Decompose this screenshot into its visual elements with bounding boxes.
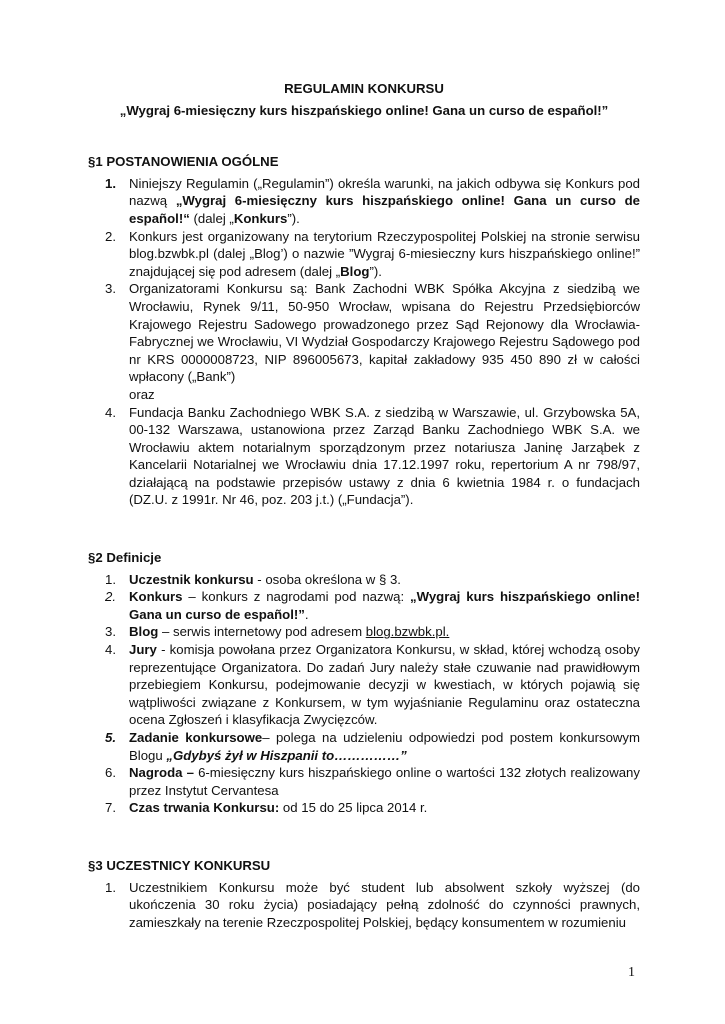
defined-term: Jury	[129, 642, 157, 658]
list-number: 6.	[105, 765, 116, 781]
section-1-heading: §1 POSTANOWIENIA OGÓLNE	[88, 154, 279, 170]
text-segment: ”).	[287, 210, 300, 226]
list-number: 1.	[105, 175, 116, 191]
text-segment: Konkurs jest organizowany na terytorium Rzeczypospolitej Polskiej na stronie serwisu blog.bzwbk.pl (dalej „Blog’) o nazwie ”Wygraj 6-miesieczny kurs hiszpańskiego online!” znajdującej się pod adresem (dalej „	[129, 228, 640, 279]
list-number: 5.	[105, 730, 116, 745]
contest-name: „Wygraj 6-miesięczny kurs hiszpańskiego online! Gana un curso de español!“	[129, 193, 640, 226]
section-2-item-6	[88, 764, 640, 799]
section-1-item-3	[88, 280, 640, 403]
list-number: 4.	[105, 642, 116, 658]
list-number: 1.	[105, 879, 116, 895]
defined-term: Konkurs	[129, 589, 183, 605]
contest-post-title: „Gdybyś żył w Hiszpanii to……………”	[166, 747, 407, 763]
section-2-item-4	[88, 641, 640, 729]
list-number: 2.	[105, 589, 116, 605]
page-number: 1	[628, 965, 635, 980]
section-1-item-2	[88, 228, 640, 281]
section-1-item-4	[88, 404, 640, 510]
section-3-heading: §3 UCZESTNICY KONKURSU	[88, 857, 271, 873]
defined-term: Zadanie konkursowe	[129, 730, 263, 745]
section-1-list	[88, 175, 640, 509]
list-number: 2.	[105, 228, 116, 244]
list-number: 4.	[105, 404, 116, 420]
section-3-item-1	[88, 879, 640, 932]
section-2-item-1	[88, 571, 640, 589]
text-segment: ”).	[369, 263, 382, 279]
text-segment: - osoba określona w § 3.	[253, 571, 401, 587]
section-2-list	[88, 571, 640, 817]
text-segment: – polega na udzieleniu odpowiedzi pod postem konkursowym Blogu	[129, 730, 641, 763]
list-number: 7.	[105, 800, 116, 816]
text-segment: Fundacja Banku Zachodniego WBK S.A. z siedzibą w Warszawie, ul. Grzybowska 5A, 00-132 Warszawa, ustanowiona przez Zarząd Banku Zachodniego WBK S.A. we Wrocławiu aktem notarialnym sporządzonym przez notariusza Janinę Jarząbek z Kancelarii Notarialnej we Wrocławiu dnia 17.12.1997 roku, repertorium A nr 798/97, działającą na podstawie przepisów ustawy z dnia 6 kwietnia 1984 r. o fundacjach (DZ.U. z 1991r. Nr 46, poz. 203 j.t.) („Fundacja”).	[129, 404, 640, 508]
section-2-item-7	[88, 799, 640, 817]
text-segment: oraz	[129, 386, 155, 402]
section-3-list	[88, 879, 640, 932]
list-number: 1.	[105, 571, 116, 587]
contest-name: „Wygraj kurs hiszpańskiego online! Gana un curso de español!”	[129, 589, 640, 622]
defined-term: Blog	[340, 263, 370, 279]
document-subtitle: „Wygraj 6-miesięczny kurs hiszpańskiego online! Gana un curso de español!”	[119, 102, 609, 118]
defined-term: Nagroda –	[129, 765, 194, 781]
document-title: REGULAMIN KONKURSU	[284, 81, 444, 96]
text-segment: - komisja powołana przez Organizatora Konkursu, w skład, której wchodzą osoby reprezentujące Organizatora. Do zadań Jury należy stałe czuwanie nad prawidłowym przebiegiem Konkursu, podejmowanie decyzji w kwestiach, w których pojawią się wątpliwości związane z Konkursem, w tym wyjaśnianie Regulaminu oraz ostateczna ocena Zgłoszeń i klasyfikacja Zwycięzców.	[129, 642, 640, 728]
defined-term: Konkurs	[233, 210, 288, 226]
section-2-item-5	[88, 729, 640, 764]
blog-link[interactable]: blog.bzwbk.pl.	[365, 624, 450, 640]
document-body	[88, 80, 640, 931]
section-1-item-1	[88, 175, 640, 228]
text-segment: Organizatorami Konkursu są: Bank Zachodni WBK Spółka Akcyjna z siedzibą we Wrocławiu, Rynek 9/11, 50-950 Wrocław, wpisana do Rejestru Przedsiębiorców Krajowego Rejestru Sadowego prowadzonego przez Sąd Rejonowy dla Wrocławia-Fabrycznej we Wrocławiu, VI Wydział Gospodarczy Krajowego Rejestru Sądowego pod nr KRS 0000008723, NIP 896005673, kapitał zakładowy 935 450 890 zł w całości wpłacony („Bank”)	[129, 281, 640, 385]
text-segment: (dalej „	[189, 210, 234, 226]
section-2-item-3	[88, 623, 640, 641]
section-2-item-2	[88, 588, 640, 623]
text-segment: Uczestnikiem Konkursu może być student lub absolwent szkoły wyższej (do ukończenia 30 roku życia) posiadający pełną zdolność do czynności prawnych, zamieszkały na terenie Rzeczpospolitej Polskiej, będący konsumentem w rozumieniu	[129, 879, 640, 930]
list-number: 3.	[105, 281, 116, 297]
text-segment: – konkurs z nagrodami pod nazwą:	[182, 589, 411, 605]
defined-term: Uczestnik konkursu	[129, 571, 254, 587]
text-segment: .	[304, 606, 309, 622]
list-number: 3.	[105, 624, 116, 640]
text-segment: Niniejszy Regulamin („Regulamin”) określa warunki, na jakich odbywa się Konkurs pod nazwą	[129, 175, 640, 209]
text-segment: – serwis internetowy pod adresem	[158, 624, 366, 640]
defined-term: Czas trwania Konkursu:	[129, 800, 280, 816]
defined-term: Blog	[129, 624, 159, 640]
text-segment: od 15 do 25 lipca 2014 r.	[279, 800, 428, 816]
text-segment: 6-miesięczny kurs hiszpańskiego online o wartości 132 złotych realizowany przez Instytut Cervantesa	[129, 765, 640, 798]
section-2-heading: §2 Definicje	[88, 550, 162, 566]
